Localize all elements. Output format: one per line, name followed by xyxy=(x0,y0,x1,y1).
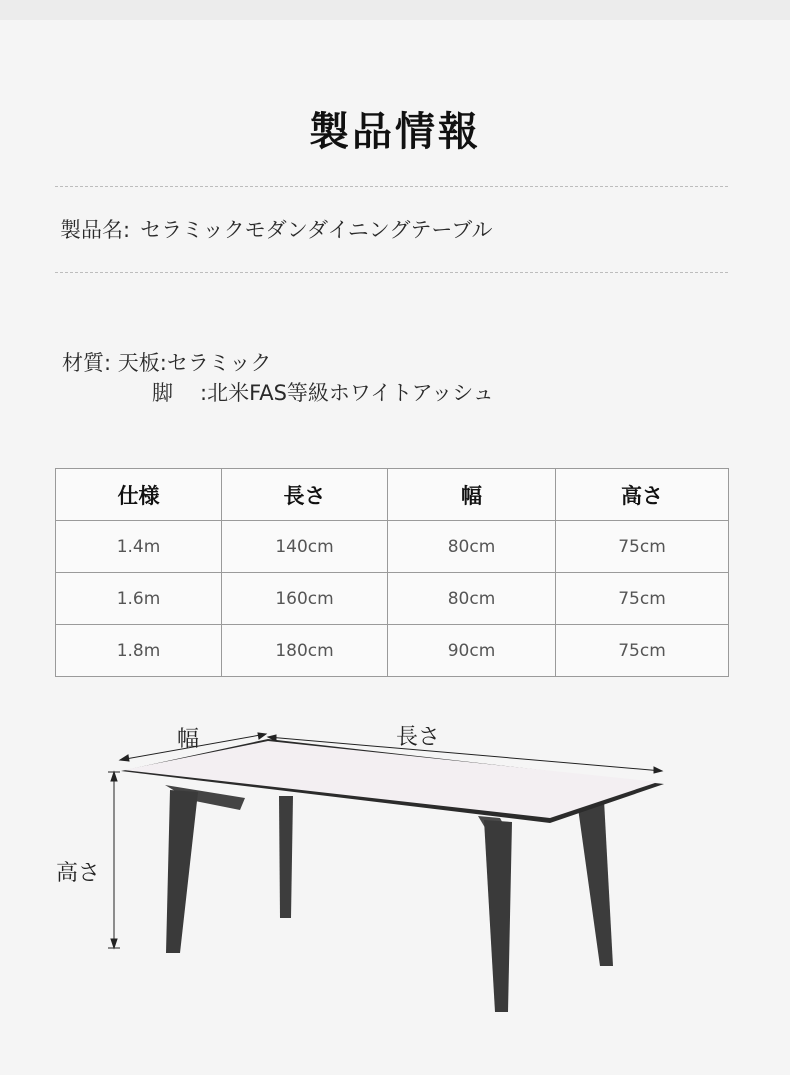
divider-bottom xyxy=(55,272,728,273)
material-top-value: セラミック xyxy=(166,351,272,375)
cell-height: 75cm xyxy=(556,573,729,625)
table-row xyxy=(56,573,729,625)
length-arrow-right xyxy=(654,767,662,773)
cell-length: 160cm xyxy=(222,573,388,625)
spec-table xyxy=(55,468,729,677)
cell-size: 1.6m xyxy=(56,573,222,625)
length-label: 長さ xyxy=(396,725,441,750)
table-row xyxy=(56,521,729,573)
product-name-label: 製品名: xyxy=(60,218,131,242)
back-left-leg xyxy=(279,796,293,918)
front-left-leg xyxy=(166,790,198,953)
material-top-part: 天板 xyxy=(117,351,160,375)
divider-top xyxy=(55,186,728,187)
cell-width: 80cm xyxy=(388,573,556,625)
width-arrow-right xyxy=(258,733,266,739)
product-name-row xyxy=(60,214,492,244)
cell-length: 140cm xyxy=(222,521,388,573)
width-label: 幅 xyxy=(177,727,200,752)
cell-size: 1.8m xyxy=(56,625,222,677)
spec-header-width: 幅 xyxy=(388,469,556,521)
front-right-leg xyxy=(484,820,512,1012)
cell-size: 1.4m xyxy=(56,521,222,573)
material-legs-row xyxy=(152,377,494,407)
material-top-row xyxy=(62,347,271,377)
right-end-leg xyxy=(578,800,613,966)
width-arrow-left xyxy=(120,755,129,761)
material-legs-sep: : xyxy=(200,381,208,405)
height-arrow-top xyxy=(111,772,117,781)
height-arrow-bottom xyxy=(111,939,117,948)
cell-width: 90cm xyxy=(388,625,556,677)
material-legs-part: 脚 xyxy=(152,381,173,405)
table-dimension-diagram xyxy=(0,700,790,1071)
spec-table-header-row xyxy=(56,469,729,521)
cell-length: 180cm xyxy=(222,625,388,677)
cell-height: 75cm xyxy=(556,625,729,677)
product-name-value: セラミックモダンダイニングテーブル xyxy=(140,218,493,242)
page-title: 製品情報 xyxy=(309,109,481,155)
table-illustration xyxy=(0,700,790,1071)
table-row xyxy=(56,625,729,677)
material-label: 材質: xyxy=(62,351,112,375)
cell-height: 75cm xyxy=(556,521,729,573)
top-band xyxy=(0,0,790,20)
height-label: 高さ xyxy=(56,861,101,886)
spec-header-length: 長さ xyxy=(222,469,388,521)
spec-header-size: 仕様 xyxy=(56,469,222,521)
cell-width: 80cm xyxy=(388,521,556,573)
material-legs-value: 北米FAS等級ホワイトアッシュ xyxy=(207,381,494,405)
material-top-sep: : xyxy=(159,351,167,375)
spec-header-height: 高さ xyxy=(556,469,729,521)
